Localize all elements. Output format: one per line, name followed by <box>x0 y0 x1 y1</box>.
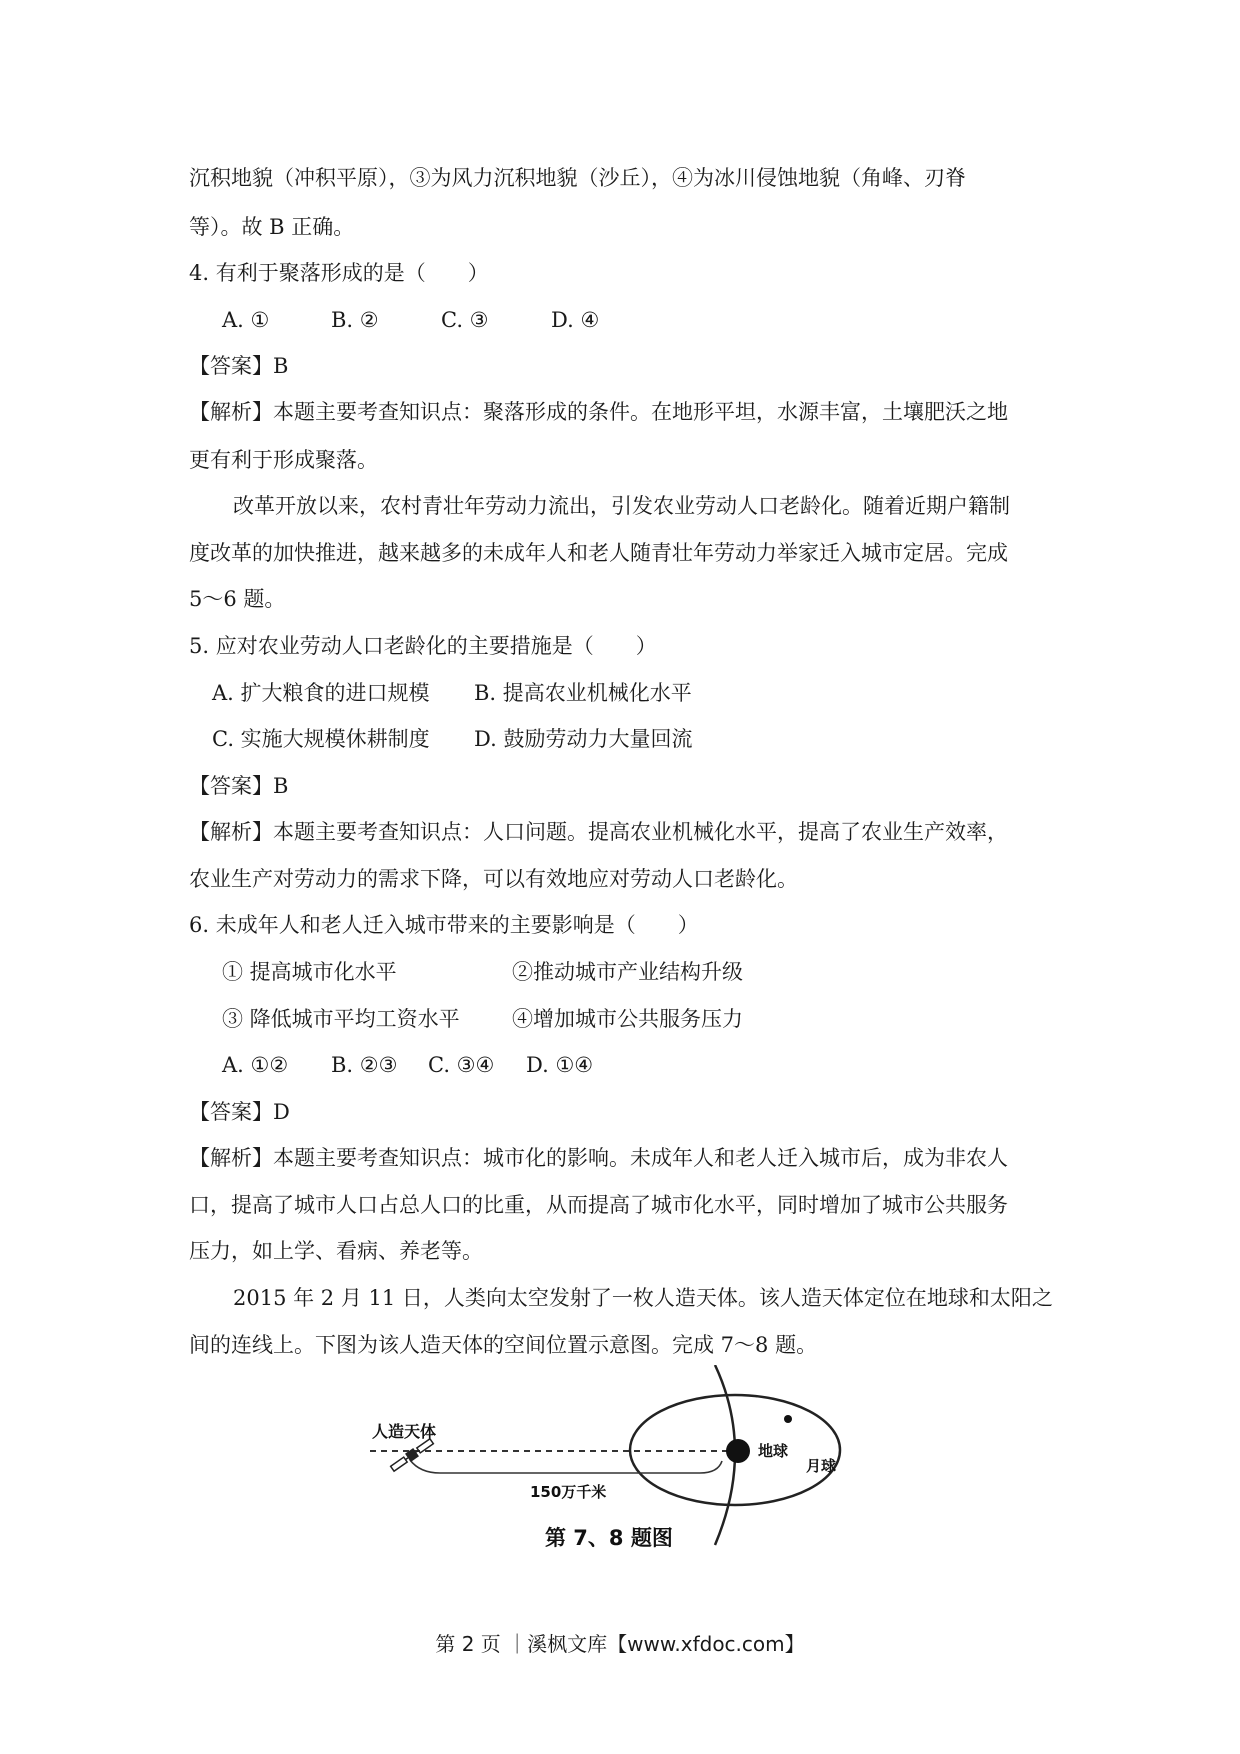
distance-bracket <box>410 1460 722 1473</box>
q5-answer: 【答案】B <box>189 774 289 798</box>
q5-analysis-line-2: 农业生产对劳动力的需求下降，可以有效地应对劳动人口老龄化。 <box>189 867 798 891</box>
q6-analysis-line-2: 口，提高了城市人口占总人口的比重，从而提高了城市化水平，同时增加了城市公共服务 <box>189 1193 1008 1217</box>
q4-answer: 【答案】B <box>189 354 289 378</box>
q6-item-3: ③ 降低城市平均工资水平 <box>222 1007 460 1031</box>
q6-item-4: ④增加城市公共服务压力 <box>512 1007 743 1031</box>
q6-option-b: B. ②③ <box>331 1053 398 1077</box>
q6-option-d: D. ①④ <box>526 1053 594 1077</box>
q5-option-a: A. 扩大粮食的进口规模 <box>212 681 430 705</box>
satellite-icon <box>389 1437 434 1473</box>
label-satellite: 人造天体 <box>372 1422 437 1441</box>
q4-option-c: C. ③ <box>441 308 489 332</box>
q5-option-d: D. 鼓励劳动力大量回流 <box>474 727 693 751</box>
passage2-line-2: 间的连线上。下图为该人造天体的空间位置示意图。完成 7～8 题。 <box>189 1333 818 1357</box>
q5-analysis-line-1: 【解析】本题主要考查知识点：人口问题。提高农业机械化水平，提高了农业生产效率， <box>189 820 1008 844</box>
moon-dot <box>784 1415 792 1423</box>
q5-option-b: B. 提高农业机械化水平 <box>474 681 692 705</box>
carry-over-line-1: 沉积地貌（冲积平原），③为风力沉积地貌（沙丘），④为冰川侵蚀地貌（角峰、刃脊 <box>189 166 966 190</box>
label-earth: 地球 <box>758 1442 789 1460</box>
q6-item-1: ① 提高城市化水平 <box>222 960 397 984</box>
passage1-line-2: 度改革的加快推进，越来越多的未成年人和老人随青壮年劳动力举家迁入城市定居。完成 <box>189 541 1008 565</box>
q4-analysis-line-1: 【解析】本题主要考查知识点：聚落形成的条件。在地形平坦，水源丰富，土壤肥沃之地 <box>189 400 1008 424</box>
figure-caption: 第 7、8 题图 <box>545 1526 673 1550</box>
q6-option-a: A. ①② <box>222 1053 289 1077</box>
q4-analysis-line-2: 更有利于形成聚落。 <box>189 448 378 472</box>
q6-analysis-line-1: 【解析】本题主要考查知识点：城市化的影响。未成年人和老人迁入城市后，成为非农人 <box>189 1146 1008 1170</box>
q6-stem: 6. 未成年人和老人迁入城市带来的主要影响是（ ） <box>189 913 699 937</box>
q6-option-c: C. ③④ <box>428 1053 495 1077</box>
passage1-line-3: 5～6 题。 <box>189 587 286 611</box>
q4-option-d: D. ④ <box>551 308 600 332</box>
satellite-position-figure <box>360 1365 880 1555</box>
q5-option-c: C. 实施大规模休耕制度 <box>212 727 430 751</box>
q4-option-a: A. ① <box>222 308 270 332</box>
label-moon: 月球 <box>806 1457 837 1475</box>
q4-option-b: B. ② <box>331 308 379 332</box>
label-distance: 150万千米 <box>530 1483 607 1501</box>
q6-item-2: ②推动城市产业结构升级 <box>512 960 743 984</box>
passage2-line-1: 2015 年 2 月 11 日，人类向太空发射了一枚人造天体。该人造天体定位在地球和太阳之 <box>233 1286 1053 1310</box>
q4-stem: 4. 有利于聚落形成的是（ ） <box>189 261 489 285</box>
q6-answer: 【答案】D <box>189 1100 290 1124</box>
passage1-line-1: 改革开放以来，农村青壮年劳动力流出，引发农业劳动人口老龄化。随着近期户籍制 <box>233 494 1010 518</box>
earth-dot <box>726 1439 750 1463</box>
q5-stem: 5. 应对农业劳动人口老龄化的主要措施是（ ） <box>189 634 657 658</box>
carry-over-line-2: 等）。故 B 正确。 <box>189 215 355 239</box>
q6-analysis-line-3: 压力，如上学、看病、养老等。 <box>189 1239 483 1263</box>
page-footer: 第 2 页 ｜溪枫文库【www.xfdoc.com】 <box>435 1632 805 1656</box>
